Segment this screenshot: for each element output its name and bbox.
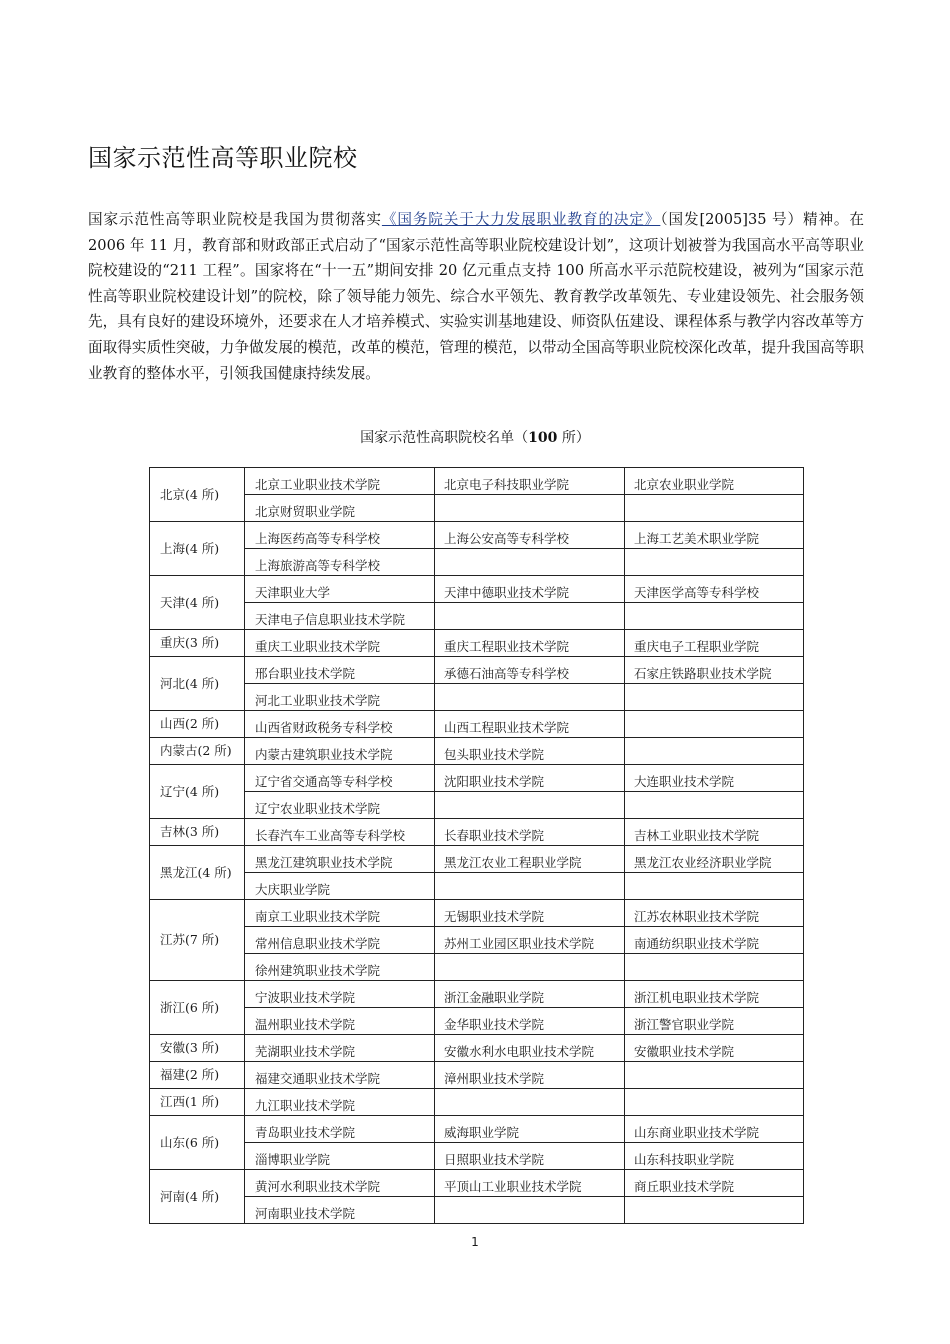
province-cell: 江西(1 所) <box>150 1089 245 1116</box>
school-cell: 山东科技职业学院 <box>625 1143 804 1170</box>
school-cell: 商丘职业技术学院 <box>625 1170 804 1197</box>
table-row <box>150 738 804 765</box>
school-cell <box>435 954 625 981</box>
province-cell: 河北(4 所) <box>150 657 245 711</box>
school-cell: 芜湖职业技术学院 <box>245 1035 435 1062</box>
province-cell: 河南(4 所) <box>150 1170 245 1224</box>
school-cell: 承德石油高等专科学校 <box>435 657 625 684</box>
school-cell <box>625 549 804 576</box>
school-cell <box>625 792 804 819</box>
school-cell: 天津电子信息职业技术学院 <box>245 603 435 630</box>
school-cell: 温州职业技术学院 <box>245 1008 435 1035</box>
school-cell: 安徽水利水电职业技术学院 <box>435 1035 625 1062</box>
school-cell: 浙江警官职业学院 <box>625 1008 804 1035</box>
school-cell <box>625 1089 804 1116</box>
caption-suffix: 所） <box>557 430 590 446</box>
table-row <box>150 1143 804 1170</box>
school-cell: 青岛职业技术学院 <box>245 1116 435 1143</box>
table-caption <box>0 427 950 447</box>
table-row <box>150 1116 804 1143</box>
school-cell <box>435 549 625 576</box>
table-row <box>150 1170 804 1197</box>
school-cell: 黑龙江农业工程职业学院 <box>435 846 625 873</box>
table-row <box>150 819 804 846</box>
table-row <box>150 657 804 684</box>
province-cell: 上海(4 所) <box>150 522 245 576</box>
province-cell: 山东(6 所) <box>150 1116 245 1170</box>
table-row <box>150 1062 804 1089</box>
province-cell: 黑龙江(4 所) <box>150 846 245 900</box>
school-cell: 沈阳职业技术学院 <box>435 765 625 792</box>
school-cell: 威海职业学院 <box>435 1116 625 1143</box>
school-cell: 辽宁省交通高等专科学校 <box>245 765 435 792</box>
school-cell: 吉林工业职业技术学院 <box>625 819 804 846</box>
school-cell: 江苏农林职业技术学院 <box>625 900 804 927</box>
school-cell: 石家庄铁路职业技术学院 <box>625 657 804 684</box>
school-cell: 河南职业技术学院 <box>245 1197 435 1224</box>
intro-text-after-link: （国发[2005]35 号）精神。在 2006 年 11 月，教育部和财政部正式启动了“国家示范性高等职业院校建设计划”，这项计划被誉为我国高水平高等职业院校建设的“211 工程”。国家将在“十一五”期间安排 20 亿元重点支持 100 所高水平示范院校建设，被列为“国家示范性高等职业院校建设计划”的院校，除了领导能力领先、综合水平领先、教育教学改革领先、专业建设领先、社会服务领先，具有良好的建设环境外，还要求在人才培养模式、实验实训基地建设、师资队伍建设、课程体系与教学内容改革等方面取得实质性突破，力争做发展的模范，改革的模范，管理的模范，以带动全国高等职业院校深化改革，提升我国高等职业教育的整体水平，引领我国健康持续发展。 <box>88 211 864 382</box>
school-cell: 包头职业技术学院 <box>435 738 625 765</box>
caption-prefix: 国家示范性高职院校名单（ <box>360 430 529 446</box>
school-cell: 常州信息职业技术学院 <box>245 927 435 954</box>
school-cell: 日照职业技术学院 <box>435 1143 625 1170</box>
table-row <box>150 1197 804 1224</box>
school-cell <box>435 873 625 900</box>
school-cell <box>435 603 625 630</box>
school-cell: 平顶山工业职业技术学院 <box>435 1170 625 1197</box>
school-cell: 南京工业职业技术学院 <box>245 900 435 927</box>
table-row <box>150 1035 804 1062</box>
table-row <box>150 1089 804 1116</box>
policy-document-link[interactable]: 《国务院关于大力发展职业教育的决定》 <box>381 211 661 228</box>
table-row <box>150 603 804 630</box>
province-cell: 天津(4 所) <box>150 576 245 630</box>
school-cell: 重庆工程职业技术学院 <box>435 630 625 657</box>
school-cell <box>625 873 804 900</box>
table-row <box>150 468 804 495</box>
page-title: 国家示范性高等职业院校 <box>88 144 358 172</box>
school-cell: 黑龙江农业经济职业学院 <box>625 846 804 873</box>
school-cell: 北京电子科技职业学院 <box>435 468 625 495</box>
school-cell <box>625 1197 804 1224</box>
school-cell <box>625 1062 804 1089</box>
intro-text-before-link: 国家示范性高等职业院校是我国为贯彻落实 <box>88 211 382 228</box>
table-row <box>150 927 804 954</box>
school-cell: 金华职业技术学院 <box>435 1008 625 1035</box>
school-cell <box>435 1197 625 1224</box>
school-cell <box>625 603 804 630</box>
province-cell: 福建(2 所) <box>150 1062 245 1089</box>
school-cell: 上海公安高等专科学校 <box>435 522 625 549</box>
school-cell: 黑龙江建筑职业技术学院 <box>245 846 435 873</box>
school-cell: 山东商业职业技术学院 <box>625 1116 804 1143</box>
school-cell: 福建交通职业技术学院 <box>245 1062 435 1089</box>
school-cell: 北京工业职业技术学院 <box>245 468 435 495</box>
table-row <box>150 576 804 603</box>
school-cell: 天津中德职业技术学院 <box>435 576 625 603</box>
province-cell: 北京(4 所) <box>150 468 245 522</box>
school-cell <box>625 954 804 981</box>
school-cell: 安徽职业技术学院 <box>625 1035 804 1062</box>
province-cell: 浙江(6 所) <box>150 981 245 1035</box>
school-cell: 山西省财政税务专科学校 <box>245 711 435 738</box>
school-cell: 宁波职业技术学院 <box>245 981 435 1008</box>
table-row <box>150 846 804 873</box>
school-cell: 北京农业职业学院 <box>625 468 804 495</box>
school-cell: 上海旅游高等专科学校 <box>245 549 435 576</box>
school-cell: 北京财贸职业学院 <box>245 495 435 522</box>
school-cell: 九江职业技术学院 <box>245 1089 435 1116</box>
intro-paragraph <box>88 207 864 386</box>
school-cell <box>625 495 804 522</box>
school-cell: 重庆电子工程职业学院 <box>625 630 804 657</box>
school-cell <box>625 684 804 711</box>
table-row <box>150 981 804 1008</box>
school-cell: 徐州建筑职业技术学院 <box>245 954 435 981</box>
school-cell <box>435 1089 625 1116</box>
caption-count: 100 <box>528 430 558 446</box>
school-cell <box>625 738 804 765</box>
table-row <box>150 1008 804 1035</box>
school-cell: 山西工程职业技术学院 <box>435 711 625 738</box>
school-cell: 辽宁农业职业技术学院 <box>245 792 435 819</box>
table-row <box>150 549 804 576</box>
school-cell <box>435 684 625 711</box>
table-row <box>150 522 804 549</box>
school-cell: 浙江金融职业学院 <box>435 981 625 1008</box>
school-cell: 上海工艺美术职业学院 <box>625 522 804 549</box>
table-row <box>150 954 804 981</box>
school-cell: 上海医药高等专科学校 <box>245 522 435 549</box>
province-cell: 内蒙古(2 所) <box>150 738 245 765</box>
school-cell <box>435 495 625 522</box>
school-cell: 漳州职业技术学院 <box>435 1062 625 1089</box>
school-cell: 天津职业大学 <box>245 576 435 603</box>
table-row <box>150 900 804 927</box>
school-cell: 邢台职业技术学院 <box>245 657 435 684</box>
province-cell: 安徽(3 所) <box>150 1035 245 1062</box>
table-row <box>150 684 804 711</box>
page-number: 1 <box>471 1235 479 1249</box>
province-cell: 辽宁(4 所) <box>150 765 245 819</box>
school-cell: 无锡职业技术学院 <box>435 900 625 927</box>
school-cell: 内蒙古建筑职业技术学院 <box>245 738 435 765</box>
school-cell: 浙江机电职业技术学院 <box>625 981 804 1008</box>
school-cell: 长春汽车工业高等专科学校 <box>245 819 435 846</box>
school-cell: 苏州工业园区职业技术学院 <box>435 927 625 954</box>
table-row <box>150 495 804 522</box>
table-row <box>150 765 804 792</box>
table-row <box>150 792 804 819</box>
table-row <box>150 873 804 900</box>
province-cell: 吉林(3 所) <box>150 819 245 846</box>
school-cell <box>625 711 804 738</box>
school-cell: 大庆职业学院 <box>245 873 435 900</box>
schools-table-body <box>150 468 804 1224</box>
school-cell: 天津医学高等专科学校 <box>625 576 804 603</box>
province-cell: 山西(2 所) <box>150 711 245 738</box>
table-row <box>150 630 804 657</box>
schools-table <box>149 467 804 1224</box>
school-cell: 河北工业职业技术学院 <box>245 684 435 711</box>
province-cell: 重庆(3 所) <box>150 630 245 657</box>
school-cell: 长春职业技术学院 <box>435 819 625 846</box>
school-cell: 南通纺织职业技术学院 <box>625 927 804 954</box>
table-row <box>150 711 804 738</box>
school-cell: 大连职业技术学院 <box>625 765 804 792</box>
school-cell: 黄河水利职业技术学院 <box>245 1170 435 1197</box>
school-cell: 淄博职业学院 <box>245 1143 435 1170</box>
school-cell: 重庆工业职业技术学院 <box>245 630 435 657</box>
province-cell: 江苏(7 所) <box>150 900 245 981</box>
school-cell <box>435 792 625 819</box>
